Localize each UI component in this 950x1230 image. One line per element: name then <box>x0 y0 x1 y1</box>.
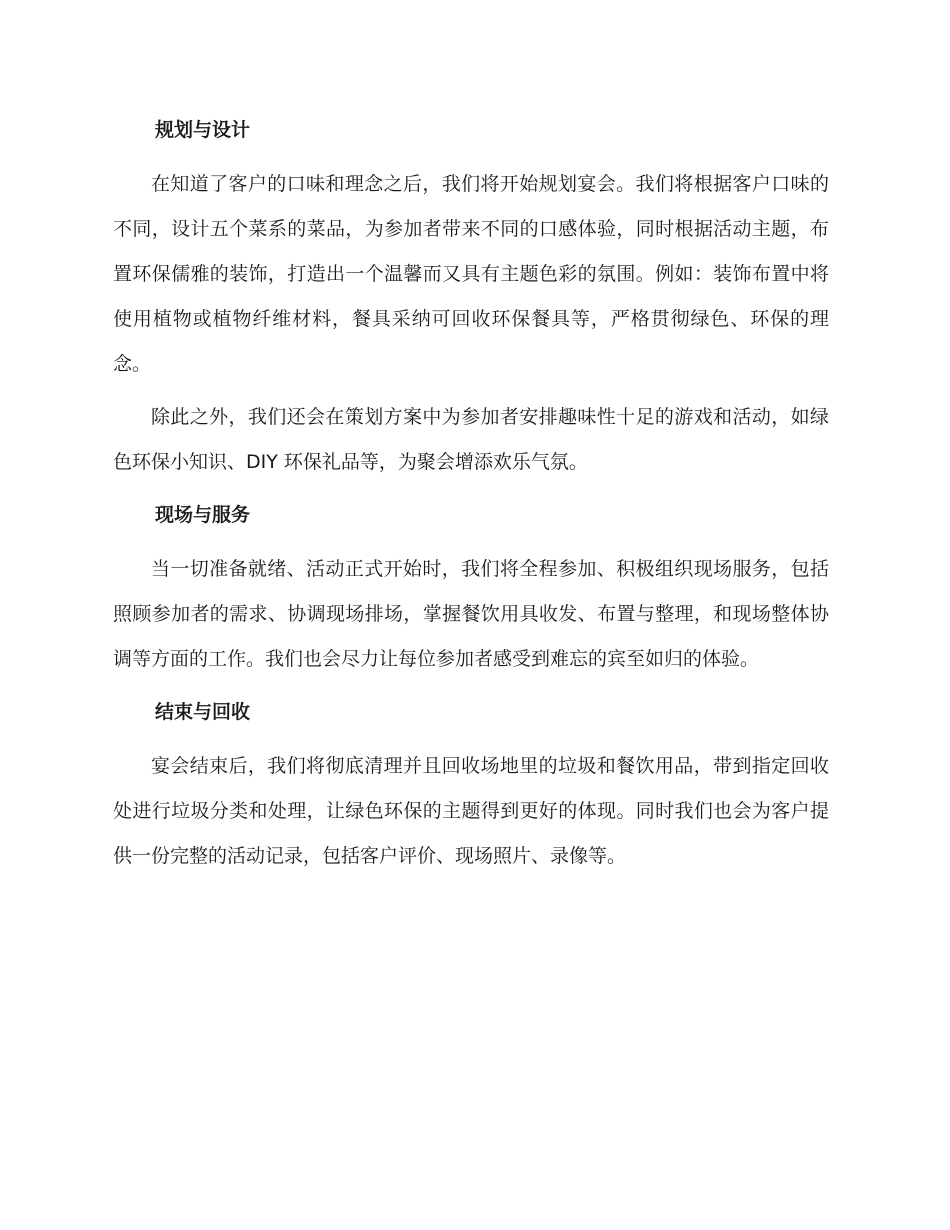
section-heading: 结束与回收 <box>155 701 251 723</box>
section-onsite-service <box>113 493 829 682</box>
paragraph: 宴会结束后，我们将彻底清理并且回收场地里的垃圾和餐饮用品，带到指定回收处进行垃圾分类和处理，让绿色环保的主题得到更好的体现。同时我们也会为客户提供一份完整的活动记录，包括客户评价、现场照片、录像等。 <box>113 755 829 867</box>
paragraph: 当一切准备就绪、活动正式开始时，我们将全程参加、积极组织现场服务，包括照顾参加者的需求、协调现场排场，掌握餐饮用具收发、布置与整理，和现场整体协调等方面的工作。我们也会尽力让每位参加者感受到难忘的宾至如归的体验。 <box>113 558 829 670</box>
section-heading: 规划与设计 <box>155 119 251 141</box>
paragraph: 除此之外，我们还会在策划方案中为参加者安排趣味性十足的游戏和活动，如绿色环保小知识、DIY 环保礼品等，为聚会增添欢乐气氛。 <box>113 406 829 473</box>
section-ending-recycling <box>113 690 829 879</box>
section-heading: 现场与服务 <box>155 504 251 526</box>
document-body <box>113 108 829 887</box>
paragraph: 在知道了客户的口味和理念之后，我们将开始规划宴会。我们将根据客户口味的不同，设计五个菜系的菜品，为参加者带来不同的口感体验，同时根据活动主题，布置环保儒雅的装饰，打造出一个温馨而又具有主题色彩的氛围。例如：装饰布置中将使用植物或植物纤维材料，餐具采纳可回收环保餐具等，严格贯彻绿色、环保的理念。 <box>113 173 829 375</box>
section-planning-design <box>113 108 829 485</box>
